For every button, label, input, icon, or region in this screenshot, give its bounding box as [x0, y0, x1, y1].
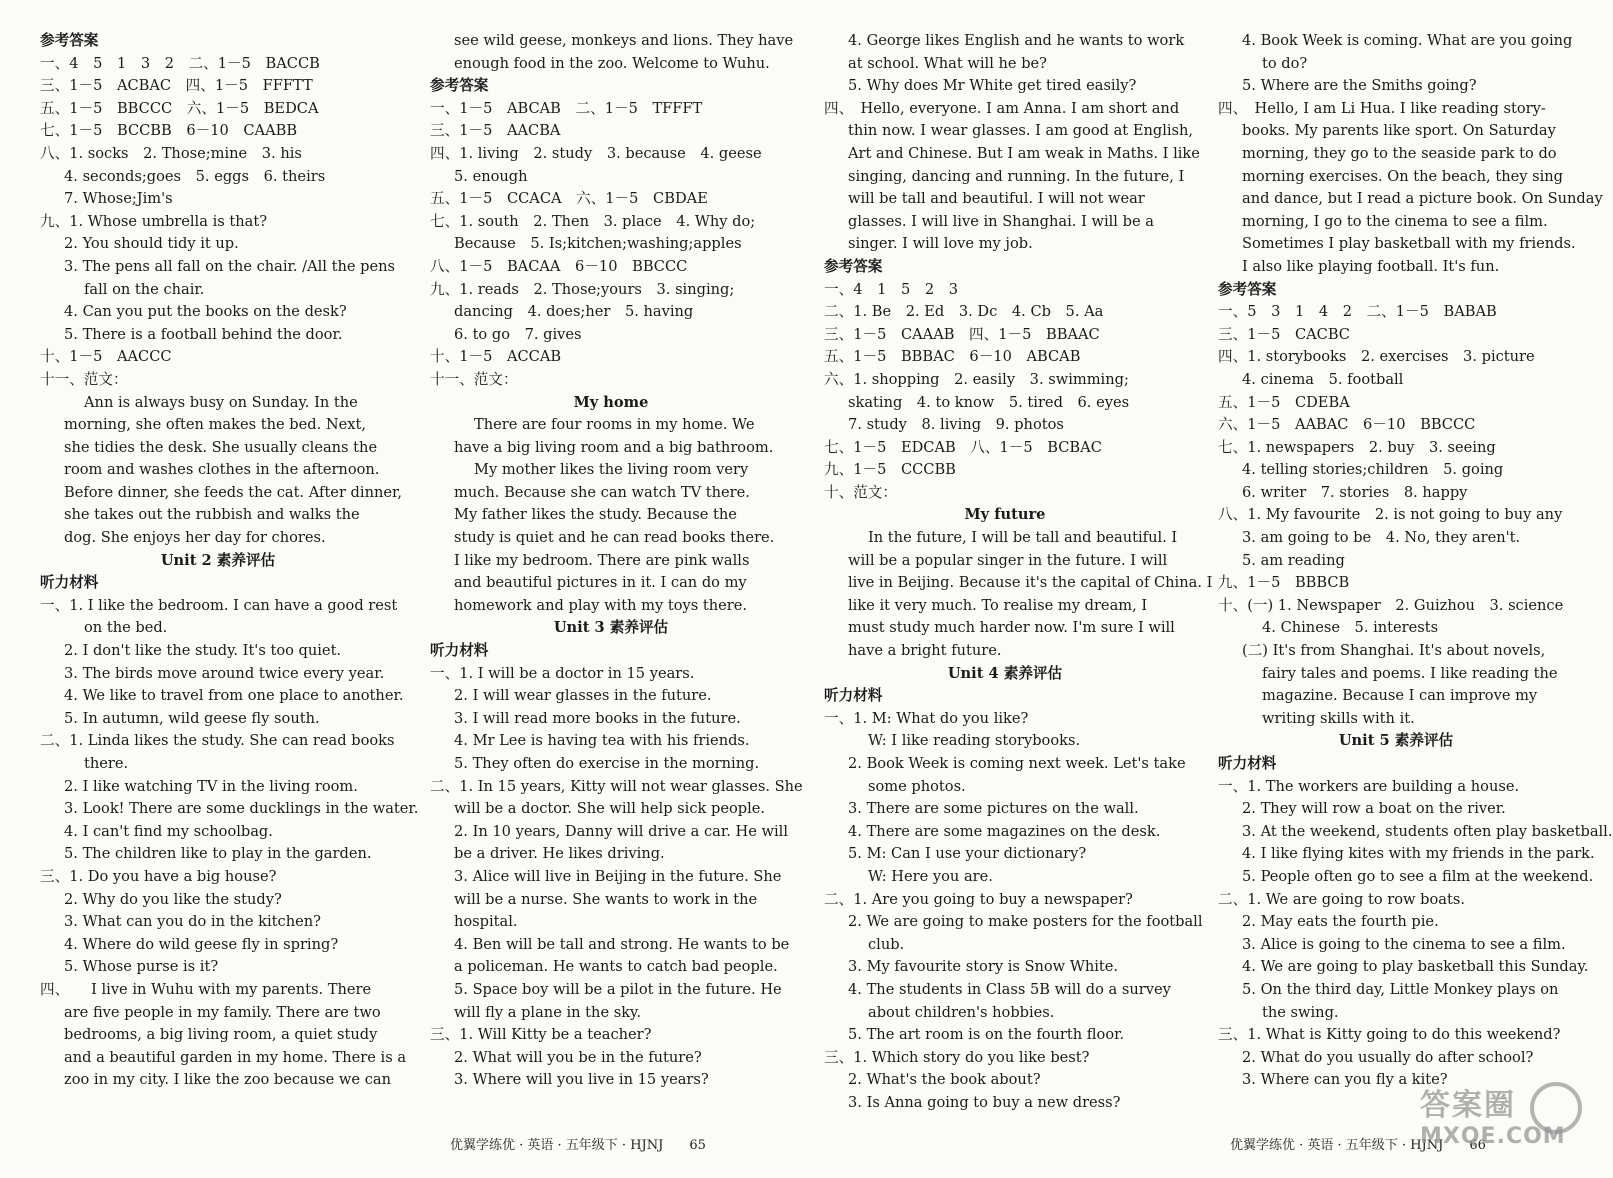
- text-line: writing skills with it.: [1262, 709, 1415, 727]
- text-line: will be a doctor. She will help sick people.: [454, 800, 766, 818]
- text-line: 四、 I live in Wuhu with my parents. There: [40, 980, 372, 998]
- text-line: live in Beijing. Because it's the capital of China. I: [848, 574, 1213, 592]
- text-line: morning, they go to the seaside park to do: [1242, 144, 1557, 162]
- text-line: 二、1. Be 2. Ed 3. Dc 4. Cb 5. Aa: [824, 303, 1104, 321]
- text-line: 2. They will row a boat on the river.: [1242, 800, 1506, 818]
- text-line: 2. Book Week is coming next week. Let's take: [848, 755, 1186, 772]
- text-line: there.: [84, 755, 129, 772]
- text-line: 3. Alice will live in Beijing in the future. She: [454, 867, 782, 885]
- text-line: will fly a plane in the sky.: [454, 1003, 641, 1021]
- text-line: 二、1. We are going to row boats.: [1218, 890, 1465, 908]
- text-line: at school. What will he be?: [848, 54, 1047, 72]
- text-line: Before dinner, she feeds the cat. After dinner,: [64, 483, 403, 501]
- text-line: books. My parents like sport. On Saturday: [1242, 122, 1556, 140]
- text-line: Ann is always busy on Sunday. In the: [84, 393, 358, 411]
- text-line: 六、1－5 AABAC 6－10 BBCCC: [1218, 416, 1476, 434]
- text-line: 5. On the third day, Little Monkey plays on: [1242, 980, 1559, 998]
- text-line: 2. We are going to make posters for the football: [848, 913, 1203, 931]
- text-line: 三、1－5 CAAAB 四、1－5 BBAAC: [824, 325, 1100, 343]
- text-line: she takes out the rubbish and walks the: [64, 506, 360, 524]
- column-4: [1218, 30, 1613, 1120]
- text-line: she tidies the desk. She usually cleans the: [64, 438, 378, 456]
- text-line: 4. There are some magazines on the desk.: [848, 822, 1161, 840]
- text-line: 四、 Hello, everyone. I am Anna. I am short and: [824, 99, 1180, 117]
- text-line: 三、1－5 CACBC: [1218, 325, 1350, 343]
- text-line: 参考答案: [430, 77, 489, 95]
- text-line: club.: [868, 935, 905, 953]
- text-line: 三、1. Which story do you like best?: [824, 1048, 1090, 1066]
- text-line: 3. Is Anna going to buy a new dress?: [848, 1093, 1121, 1111]
- text-line: 4. Where do wild geese fly in spring?: [64, 935, 339, 953]
- text-line: 5. The children like to play in the garden.: [64, 845, 372, 863]
- text-line: singing, dancing and running. In the future, I: [848, 167, 1185, 185]
- text-line: 2. I like watching TV in the living room.: [64, 777, 358, 795]
- text-line: 听力材料: [40, 574, 99, 592]
- column-2: [430, 30, 803, 1120]
- text-line: 2. In 10 years, Danny will drive a car. He will: [454, 822, 788, 840]
- text-line: the swing.: [1262, 1003, 1339, 1021]
- text-line: 十一、范文：: [430, 370, 518, 388]
- text-line: 2. I will wear glasses in the future.: [454, 687, 712, 705]
- text-line: 七、1－5 BCCBB 6－10 CAABB: [40, 122, 298, 140]
- text-line: like it very much. To realise my dream, I: [848, 596, 1148, 614]
- text-line: 三、1. What is Kitty going to do this weekend?: [1218, 1026, 1561, 1044]
- text-line: about children's hobbies.: [868, 1003, 1055, 1021]
- text-line: 五、1－5 BBBAC 6－10 ABCAB: [824, 348, 1081, 366]
- text-line: 5. The art room is on the fourth floor.: [848, 1026, 1125, 1044]
- text-line: 2. What will you be in the future?: [454, 1048, 702, 1066]
- text-line: 八、1－5 BACAA 6－10 BBCCC: [430, 257, 688, 275]
- text-line: and dance, but I read a picture book. On Sunday: [1242, 190, 1603, 208]
- text-line: 一、1. M: What do you like?: [824, 709, 1029, 727]
- text-line: bedrooms, a big living room, a quiet study: [64, 1026, 378, 1044]
- text-line: 九、1. Whose umbrella is that?: [40, 212, 268, 230]
- text-line: 4. Can you put the books on the desk?: [64, 303, 347, 321]
- text-line: 三、1. Do you have a big house?: [40, 867, 277, 885]
- text-line: 一、1. I like the bedroom. I can have a good rest: [40, 596, 398, 614]
- text-line: I like my bedroom. There are pink walls: [454, 551, 750, 569]
- text-line: 参考答案: [1218, 280, 1277, 298]
- footer-page-66: 优翼学练优 · 英语 · 五年级下 · HJNJ 66: [1230, 1138, 1486, 1153]
- text-line: 4. cinema 5. football: [1242, 370, 1404, 388]
- text-line: 3. Look! There are some ducklings in the water.: [64, 800, 419, 818]
- text-line: fall on the chair.: [84, 280, 205, 298]
- text-line: glasses. I will live in Shanghai. I will be a: [848, 212, 1154, 230]
- text-line: 一、1. I will be a doctor in 15 years.: [430, 664, 695, 682]
- text-line: 一、1－5 ABCAB 二、1－5 TFFFT: [430, 99, 703, 117]
- text-line: 4. Ben will be tall and strong. He wants to be: [454, 935, 790, 953]
- watermark-logo: [1420, 1080, 1590, 1170]
- text-line: morning, she often makes the bed. Next,: [64, 416, 367, 434]
- text-line: 2. I don't like the study. It's too quiet.: [64, 642, 342, 660]
- text-line: (二) It's from Shanghai. It's about novels,: [1242, 642, 1546, 660]
- text-line: 九、1－5 CCCBB: [824, 461, 956, 479]
- text-line: 5. enough: [454, 167, 528, 185]
- text-line: 4. We are going to play basketball this Sunday.: [1242, 958, 1589, 976]
- text-line: 6. writer 7. stories 8. happy: [1242, 483, 1468, 501]
- text-line: 4. seconds;goes 5. eggs 6. theirs: [64, 167, 326, 185]
- text-line: 3. I will read more books in the future.: [454, 709, 741, 727]
- text-line: 三、1. Will Kitty be a teacher?: [430, 1026, 652, 1044]
- text-line: 一、1. The workers are building a house.: [1218, 777, 1520, 795]
- text-line: 3. Where will you live in 15 years?: [454, 1071, 709, 1089]
- text-line: 4. I like flying kites with my friends in the park.: [1242, 845, 1595, 863]
- text-line: 5. M: Can I use your dictionary?: [848, 845, 1087, 863]
- text-line: 一、5 3 1 4 2 二、1－5 BABAB: [1218, 303, 1497, 321]
- watermark-bottom-text: MXQE.COM: [1420, 1124, 1566, 1149]
- text-line: 5. Where are the Smiths going?: [1242, 77, 1477, 95]
- text-line: 5. There is a football behind the door.: [64, 325, 343, 343]
- text-line: 4. We like to travel from one place to another.: [64, 687, 404, 705]
- text-line: 3. The pens all fall on the chair. /All the pens: [64, 257, 396, 275]
- text-line: In the future, I will be tall and beautiful. I: [868, 529, 1178, 547]
- text-line: 七、1－5 EDCAB 八、1－5 BCBAC: [824, 438, 1102, 456]
- text-line: 3. What can you do in the kitchen?: [64, 913, 321, 931]
- text-line: 十一、范文：: [40, 370, 128, 388]
- text-line: 5. They often do exercise in the morning.: [454, 755, 760, 772]
- text-line: 二、1. In 15 years, Kitty will not wear glasses. She: [430, 777, 803, 795]
- text-line: have a bright future.: [848, 642, 1002, 660]
- footer-page-65: 优翼学练优 · 英语 · 五年级下 · HJNJ 65: [450, 1138, 706, 1153]
- text-line: 3. Where can you fly a kite?: [1242, 1071, 1448, 1089]
- text-line: 3. My favourite story is Snow White.: [848, 958, 1119, 976]
- text-line: 2. What do you usually do after school?: [1242, 1048, 1534, 1066]
- text-line: 听力材料: [1218, 755, 1277, 772]
- text-line: There are four rooms in my home. We: [474, 416, 755, 434]
- text-line: 九、1－5 BBBCB: [1218, 574, 1350, 592]
- text-line: 3. am going to be 4. No, they aren't.: [1242, 529, 1521, 547]
- text-line: I also like playing football. It's fun.: [1242, 257, 1500, 275]
- column-3: [824, 30, 1213, 1120]
- text-line: Sometimes I play basketball with my friends.: [1242, 235, 1576, 253]
- text-line: 5. Space boy will be a pilot in the future. He: [454, 980, 782, 998]
- text-line: 五、1－5 CDEBA: [1218, 393, 1350, 411]
- text-line: 5. Whose purse is it?: [64, 958, 219, 976]
- text-line: 4. Mr Lee is having tea with his friends.: [454, 732, 750, 750]
- text-line: have a big living room and a big bathroom.: [454, 438, 774, 456]
- text-line: some photos.: [868, 777, 966, 795]
- text-line: fairy tales and poems. I like reading the: [1262, 664, 1558, 682]
- text-line: thin now. I wear glasses. I am good at English,: [848, 122, 1194, 140]
- text-line: morning, I go to the cinema to see a film.: [1242, 212, 1548, 230]
- text-line: Unit 5 素养评估: [1338, 732, 1454, 750]
- text-line: 4. I can't find my schoolbag.: [64, 822, 273, 840]
- text-line: My father likes the study. Because the: [454, 506, 737, 524]
- text-line: 一、4 1 5 2 3: [824, 280, 958, 298]
- text-line: 七、1. newspapers 2. buy 3. seeing: [1218, 438, 1496, 456]
- text-line: 5. People often go to see a film at the weekend.: [1242, 867, 1594, 885]
- text-line: 八、1. My favourite 2. is not going to buy any: [1218, 506, 1563, 524]
- text-line: 二、1. Are you going to buy a newspaper?: [824, 890, 1133, 908]
- text-line: magazine. Because I can improve my: [1262, 687, 1538, 705]
- text-line: 一、4 5 1 3 2 二、1－5 BACCB: [40, 54, 320, 72]
- text-line: 听力材料: [824, 687, 883, 705]
- text-line: much. Because she can watch TV there.: [454, 483, 750, 501]
- text-line: must study much harder now. I'm sure I will: [848, 619, 1175, 637]
- text-line: 4. George likes English and he wants to work: [848, 32, 1185, 49]
- text-line: are five people in my family. There are two: [64, 1003, 381, 1021]
- text-line: Unit 4 素养评估: [947, 664, 1063, 682]
- text-line: 7. study 8. living 9. photos: [848, 416, 1064, 434]
- text-line: to do?: [1262, 54, 1308, 72]
- text-line: W: I like reading storybooks.: [868, 732, 1081, 750]
- text-line: see wild geese, monkeys and lions. They have: [454, 32, 794, 49]
- text-line: My mother likes the living room very: [474, 461, 749, 479]
- text-line: 听力材料: [430, 642, 489, 660]
- text-line: dancing 4. does;her 5. having: [454, 303, 694, 321]
- text-line: zoo in my city. I like the zoo because we can: [64, 1071, 391, 1089]
- text-line: and a beautiful garden in my home. There is a: [64, 1048, 407, 1066]
- text-line: Because 5. Is;kitchen;washing;apples: [454, 235, 742, 253]
- text-line: 3. Alice is going to the cinema to see a film.: [1242, 935, 1566, 953]
- text-line: 七、1. south 2. Then 3. place 4. Why do;: [430, 212, 756, 230]
- text-line: 十、1－5 ACCAB: [430, 348, 562, 366]
- text-line: homework and play with my toys there.: [454, 596, 748, 614]
- text-line: 6. to go 7. gives: [454, 325, 582, 343]
- text-line: Art and Chinese. But I am weak in Maths. I like: [848, 144, 1200, 162]
- text-line: study is quiet and he can read books there.: [454, 529, 775, 547]
- column-1: [40, 30, 419, 1120]
- text-line: 4. The students in Class 5B will do a survey: [848, 980, 1171, 998]
- text-line: 参考答案: [824, 257, 883, 275]
- text-line: 2. You should tidy it up.: [64, 235, 239, 253]
- text-line: 九、1. reads 2. Those;yours 3. singing;: [430, 280, 735, 298]
- text-line: 四、1. living 2. study 3. because 4. geese: [430, 144, 762, 162]
- text-line: 2. May eats the fourth pie.: [1242, 913, 1439, 931]
- text-line: skating 4. to know 5. tired 6. eyes: [848, 393, 1130, 411]
- text-line: 三、1－5 AACBA: [430, 122, 561, 140]
- text-line: 5. am reading: [1242, 551, 1345, 569]
- watermark-top-text: 答案圈: [1420, 1088, 1516, 1123]
- text-line: 二、1. Linda likes the study. She can read books: [40, 732, 395, 750]
- text-line: 3. At the weekend, students often play basketball.: [1242, 822, 1613, 840]
- text-line: on the bed.: [84, 619, 168, 637]
- text-line: 十、1－5 AACCC: [40, 348, 172, 366]
- text-line: 7. Whose;Jim's: [64, 190, 173, 208]
- text-line: enough food in the zoo. Welcome to Wuhu.: [454, 54, 770, 72]
- text-line: morning exercises. On the beach, they sing: [1242, 167, 1564, 185]
- text-line: be a driver. He likes driving.: [454, 845, 665, 863]
- text-line: 4. Chinese 5. interests: [1262, 619, 1439, 637]
- text-line: 5. In autumn, wild geese fly south.: [64, 709, 320, 727]
- text-line: dog. She enjoys her day for chores.: [64, 529, 326, 547]
- text-line: W: Here you are.: [868, 867, 993, 885]
- text-line: 2. Why do you like the study?: [64, 890, 282, 908]
- text-line: 十、范文：: [824, 483, 897, 501]
- text-line: 3. There are some pictures on the wall.: [848, 800, 1139, 818]
- text-line: Unit 2 素养评估: [160, 551, 276, 569]
- text-line: 八、1. socks 2. Those;mine 3. his: [40, 144, 302, 162]
- text-line: singer. I will love my job.: [848, 235, 1033, 253]
- text-line: 4. telling stories;children 5. going: [1242, 461, 1504, 479]
- text-line: hospital.: [454, 913, 518, 931]
- text-line: 五、1－5 BBCCC 六、1－5 BEDCA: [40, 99, 319, 117]
- text-line: My future: [964, 506, 1046, 524]
- text-line: 参考答案: [40, 32, 99, 49]
- text-line: a policeman. He wants to catch bad people.: [454, 958, 778, 976]
- watermark-seal-icon: [1530, 1082, 1582, 1134]
- text-line: 六、1. shopping 2. easily 3. swimming;: [824, 370, 1129, 388]
- text-line: and beautiful pictures in it. I can do my: [454, 574, 747, 592]
- text-line: 十、(一) 1. Newspaper 2. Guizhou 3. science: [1218, 596, 1564, 614]
- text-line: room and washes clothes in the afternoon.: [64, 461, 380, 479]
- text-line: 3. The birds move around twice every year.: [64, 664, 385, 682]
- text-line: 4. Book Week is coming. What are you going: [1242, 32, 1573, 49]
- text-line: will be a nurse. She wants to work in the: [454, 890, 758, 908]
- text-line: 四、1. storybooks 2. exercises 3. picture: [1218, 348, 1535, 366]
- text-line: Unit 3 素养评估: [553, 619, 669, 637]
- text-line: 2. What's the book about?: [848, 1071, 1041, 1089]
- text-line: 三、1－5 ACBAC 四、1－5 FFFTT: [40, 77, 313, 95]
- text-line: 五、1－5 CCACA 六、1－5 CBDAE: [430, 190, 708, 208]
- text-line: will be a popular singer in the future. I will: [848, 551, 1168, 569]
- text-line: 5. Why does Mr White get tired easily?: [848, 77, 1137, 95]
- text-line: 四、 Hello, I am Li Hua. I like reading story-: [1218, 99, 1546, 117]
- text-line: will be tall and beautiful. I will not wear: [848, 190, 1145, 208]
- text-line: My home: [573, 393, 649, 411]
